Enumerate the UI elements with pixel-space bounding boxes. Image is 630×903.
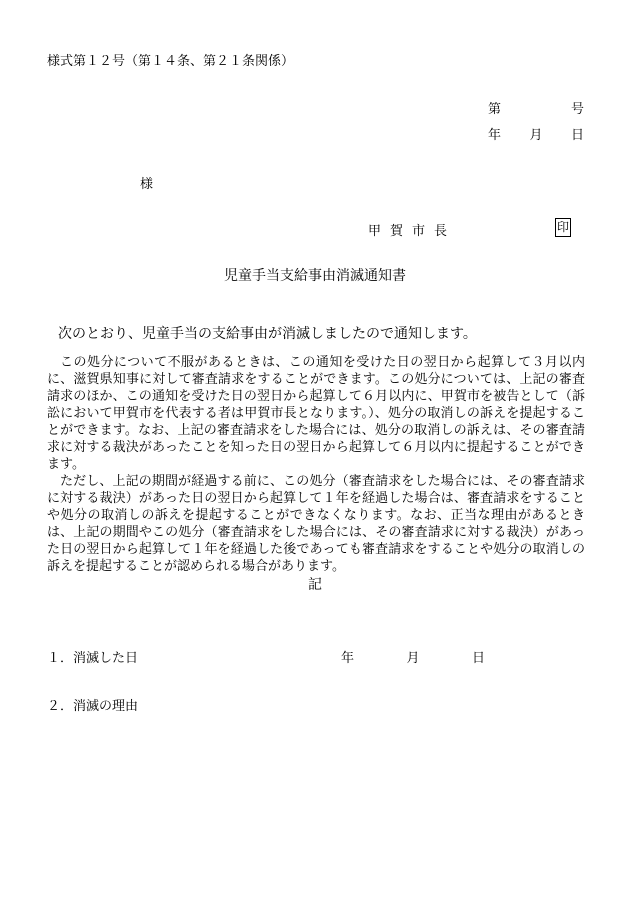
- issue-number-row: [488, 97, 584, 123]
- number-suffix: 号: [570, 102, 584, 117]
- item-extinction-date-label: １．消滅した日: [47, 651, 139, 666]
- intro-sentence: 次のとおり、児童手当の支給事由が消滅しましたので通知します。: [58, 326, 477, 342]
- seal-mark: 印: [555, 218, 571, 237]
- appeal-notice: [47, 354, 585, 575]
- issue-month: 月: [529, 128, 543, 143]
- extinction-day: 日: [471, 651, 485, 666]
- extinction-month: 月: [406, 651, 420, 666]
- appeal-paragraph-1: この処分について不服があるときは、この通知を受けた日の翌日から起算して３月以内に、滋賀県知事に対して審査請求をすることができます。この処分については、上記の審査請求のほか、この通知を受けた日の翌日から起算して６月以内に、甲賀市を被告として（訴訟において甲賀市を代表する者は甲賀市長となります。）、処分の取消しの訴えを提起することができます。なお、上記の審査請求をした場合には、処分の取消しの訴えは、その審査請求に対する裁決があったことを知った日の翌日から起算して６月以内に提起することができます。: [47, 355, 585, 472]
- item-extinction-reason-label: ２．消滅の理由: [47, 699, 139, 714]
- ki-heading: 記: [308, 577, 322, 593]
- issue-date-row: [488, 123, 584, 149]
- number-prefix: 第: [488, 102, 502, 117]
- extinction-date-fields: [341, 647, 485, 666]
- sender-title: 甲賀市長: [368, 224, 457, 239]
- document-title: 児童手当支給事由消滅通知書: [224, 268, 406, 284]
- issue-day: 日: [570, 128, 584, 143]
- issue-block: [488, 97, 584, 149]
- form-number: 様式第１２号（第１４条、第２１条関係）: [47, 54, 295, 69]
- appeal-paragraph-2: ただし、上記の期間が経過する前に、この処分（審査請求をした場合には、その審査請求に対する裁決）があった日の翌日から起算して１年を経過した場合は、審査請求をすることや処分の取消しの訴えを提起することができなくなります。なお、正当な理由があるときは、上記の期間やこの処分（審査請求をした場合には、その審査請求に対する裁決）があった日の翌日から起算して１年を経過した後であっても審査請求をすることや処分の取消しの訴えを提起することが認められる場合があります。: [47, 474, 585, 574]
- extinction-year: 年: [341, 651, 355, 666]
- addressee-honorific: 様: [140, 177, 154, 192]
- issue-year: 年: [488, 128, 502, 143]
